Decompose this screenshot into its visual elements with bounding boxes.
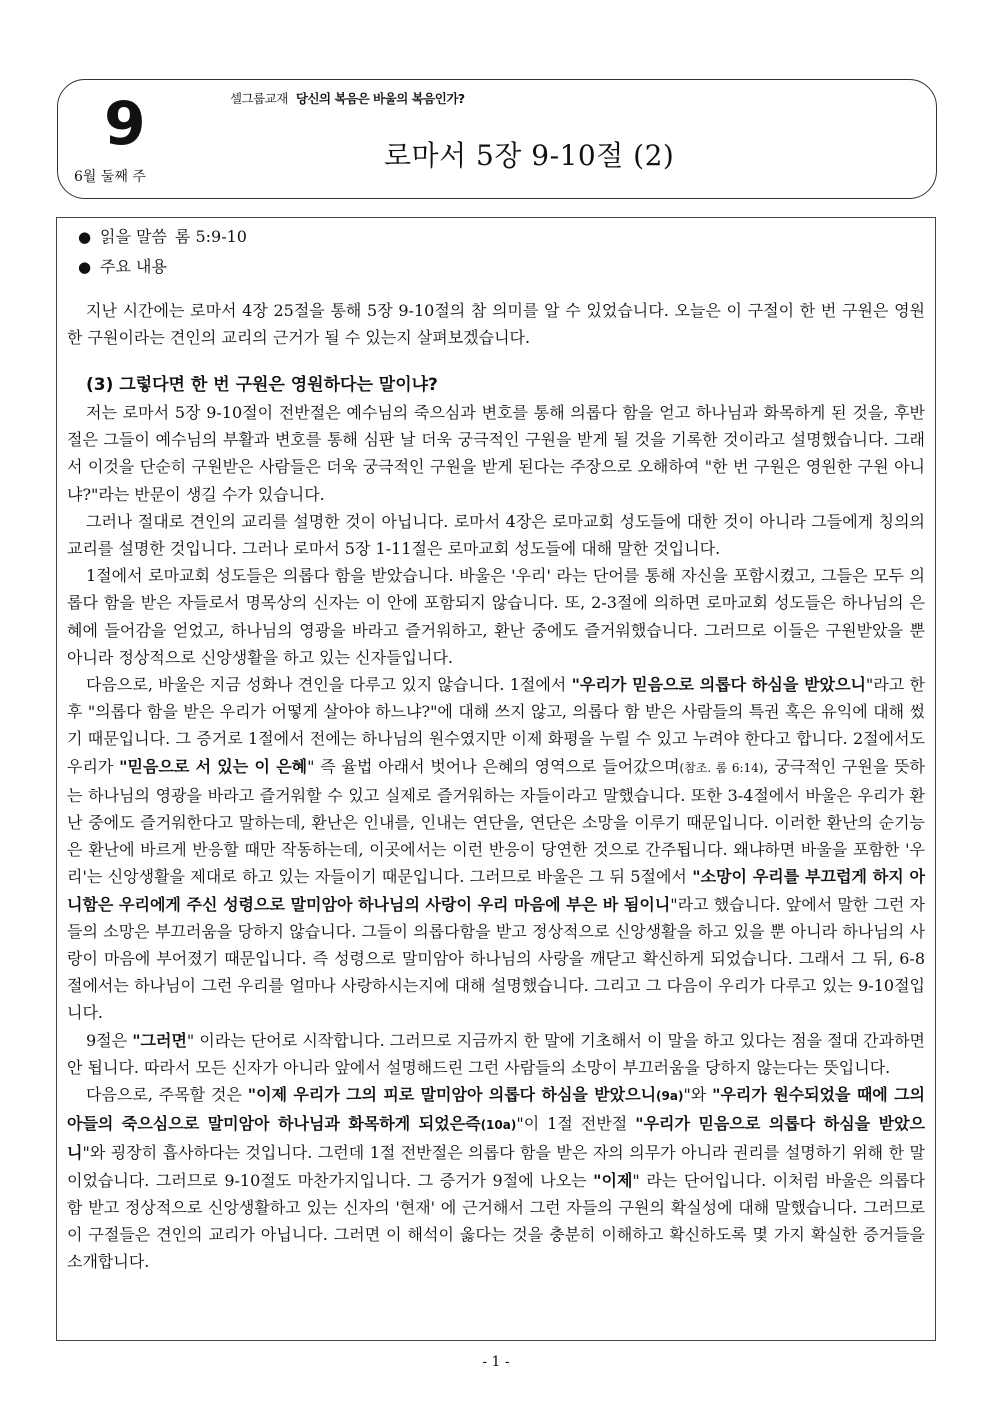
body-paragraph xyxy=(67,399,925,508)
reading-ref: 롬 5:9-10 xyxy=(174,227,247,246)
week-label: 6월 둘째 주 xyxy=(74,169,146,185)
emphasized-text: "우리가 원수되었을 때에 그의 아들의 죽으심으로 말미암아 하나님과 화목하게 되었은즉 xyxy=(67,1085,925,1134)
paragraph-text: 다음으로, 주목할 것은 xyxy=(86,1085,248,1105)
emphasized-text: "이제 우리가 그의 피로 말미암아 의롭다 하심을 받았으니 xyxy=(247,1085,657,1105)
paragraph-text: "라고 했습니다. 앞에서 말한 그런 자들의 소망은 부끄러움을 당하지 않습니다. 그들이 의롭다함을 받고 정상적으로 신앙생활을 하고 있을 뿐 아니라 하나님의 사랑이 마음에 부어졌기 때문입니다. 즉 성령으로 말미암아 하나님의 사랑을 깨닫고 확신하게 되었습니다. 그래서 그 뒤, 6-8절에서는 하나님이 그런 우리를 얼마나 사랑하시는지에 대해 설명했습니다. 그리고 그 다음이 우리가 다루고 있는 9-10절입니다. xyxy=(67,894,925,1023)
paragraph-text: " 즉 율법 아래서 벗어나 은혜의 영역으로 들어갔으며 xyxy=(307,756,680,776)
paragraph-text: 9절은 xyxy=(86,1030,133,1050)
emphasized-text: "우리가 믿음으로 의롭다 하심을 받았으니 xyxy=(571,675,866,695)
body-text xyxy=(67,399,925,1276)
paragraph-text: 그러나 절대로 견인의 교리를 설명한 것이 아닙니다. 로마서 4장은 로마교회 성도들에 대한 것이 아니라 그들에게 칭의의 교리를 설명한 것입니다. 그러나 로마서 5장 1-11절은 로마교회 성도들에 대해 말한 것입니다. xyxy=(67,511,925,559)
series-title: 당신의 복음은 바울의 복음인가? xyxy=(295,91,465,106)
body-paragraph xyxy=(67,1081,925,1275)
emphasized-text: "믿음으로 서 있는 이 은혜 xyxy=(119,756,308,776)
emphasized-text: "소망이 우리를 부끄럽게 하지 아니함은 우리에게 주신 성령으로 말미암아 하나님의 사랑이 우리 마음에 부은 바 됨이니 xyxy=(67,867,926,914)
bullet-icon: ● xyxy=(78,258,92,276)
main-content-item xyxy=(78,252,247,282)
paragraph-text: 다음으로, 바울은 지금 성화나 견인을 다루고 있지 않습니다. 1절에서 xyxy=(86,675,572,695)
series-line xyxy=(230,89,465,107)
paragraph-text: "와 굉장히 흡사하다는 것입니다. 그런데 1절 전반절은 의롭다 함을 받은 자의 의무가 아니라 권리를 설명하기 위해 한 말이었습니다. 그러므로 9-10절도 마찬가지입니다. 그 증거가 9절에 나오는 xyxy=(67,1143,925,1190)
page-number: - 1 - xyxy=(482,1354,510,1370)
page-title: 로마서 5장 9-10절 (2) xyxy=(384,139,675,172)
lesson-number: 9 xyxy=(104,89,146,159)
paragraph-text: "이 1절 전반절 xyxy=(516,1114,636,1134)
paragraph-text: "와 xyxy=(683,1085,713,1105)
main-content-label: 주요 내용 xyxy=(100,257,167,276)
paragraph-text: "라고 한 후 "의롭다 함을 받은 우리가 어떻게 살아야 하느냐?"에 대해 쓰지 않고, 의롭다 함 받은 사람들의 특권 혹은 유익에 대해 썼기 때문입니다. 그 증거로 1절에서 전에는 하나님의 원수였지만 이제 화평을 누릴 수 있고 누려야 한다고 합니다. 2절에서도 우리가 xyxy=(67,675,925,776)
emphasized-text: "우리가 믿음으로 의롭다 하심을 받았으니 xyxy=(67,1114,925,1163)
paragraph-text: 저는 로마서 5장 9-10절이 전반절은 예수님의 죽으심과 변호를 통해 의롭다 함을 얻고 하나님과 화목하게 된 것을, 후반절은 그들이 예수님의 부활과 변호를 통해 심판 날 더욱 궁극적인 구원을 받게 될 것을 기록한 것이라고 설명했습니다. 그래서 이것을 단순히 구원받은 사람들은 더욱 궁극적인 구원을 받게 된다는 주장으로 오해하여 "한 번 구원은 영원한 구원 아니냐?"라는 반문이 생길 수가 있습니다. xyxy=(67,403,925,504)
paragraph-text: " 이라는 단어로 시작합니다. 그러므로 지금까지 한 말에 기초해서 이 말을 하고 있다는 점을 절대 간과하면 안 됩니다. 따라서 모든 신자가 아니라 앞에서 설명해드린 그런 사람들의 소망이 부끄러움을 당하지 않는다는 뜻입니다. xyxy=(67,1030,925,1077)
body-paragraph xyxy=(67,508,925,562)
intro-paragraph: 지난 시간에는 로마서 4장 25절을 통해 5장 9-10절의 참 의미를 알 수 있었습니다. 오늘은 이 구절이 한 번 구원은 영원한 구원이라는 견인의 교리의 근거가 될 수 있는지 살펴보겠습니다. xyxy=(67,301,925,348)
emphasized-text: "이제 xyxy=(593,1170,633,1190)
reading-item xyxy=(78,222,247,252)
paragraph-text: " 라는 단어입니다. 이처럼 바울은 의롭다 함 받고 정상적으로 신앙생활하고 있는 신자의 '현재' 에 근거해서 그런 자들의 구원의 확실성에 대해 말했습니다. 그러므로 이 구절들은 견인의 교리가 아닙니다. 그러면 이 해석이 옳다는 것을 충분히 이해하고 확신하도록 몇 가지 확실한 증거들을 소개합니다. xyxy=(67,1170,925,1272)
body-paragraph xyxy=(67,671,925,1027)
series-label: 셀그룹교재 xyxy=(230,91,288,106)
intro-section xyxy=(67,297,925,351)
emphasized-text: "그러면 xyxy=(132,1030,187,1050)
paragraph-text: (참조. 롬 6:14) xyxy=(679,760,764,775)
section-heading: (3) 그렇다면 한 번 구원은 영원하다는 말이냐? xyxy=(86,375,438,395)
body-paragraph xyxy=(67,1027,925,1081)
paragraph-text: 1절에서 로마교회 성도들은 의롭다 함을 받았습니다. 바울은 '우리' 라는 단어를 통해 자신을 포함시켰고, 그들은 모두 의롭다 함을 받은 자들로서 명목상의 신자는 이 안에 포함되지 않습니다. 또, 2-3절에 의하면 로마교회 성도들은 하나님의 은혜에 들어감을 얻었고, 하나님의 영광을 바라고 즐거워하고, 환난 중에도 즐거워했습니다. 그러므로 이들은 구원받았을 뿐 아니라 정상적으로 신앙생활을 하고 있는 신자들입니다. xyxy=(67,566,925,667)
reading-label: 읽을 말씀 xyxy=(100,227,167,246)
summary-list xyxy=(78,222,247,282)
emphasized-text: (10a) xyxy=(480,1118,517,1133)
paragraph-text: , 궁극적인 구원을 뜻하는 하나님의 영광을 바라고 즐거워할 수 있고 실제로 즐거워하는 자들이라고 말했습니다. 또한 3-4절에서 바울은 우리가 환난 중에도 즐거워한다고 말하는데, 환난은 인내를, 인내는 연단을, 연단은 소망을 이루기 때문입니다. 이러한 환난의 순기능은 환난에 바르게 반응할 때만 작동하는데, 이곳에서는 이런 반응이 당연한 것으로 간주됩니다. 왜냐하면 바울을 포함한 '우리'는 신앙생활을 제대로 하고 있는 자들이기 때문입니다. 그러므로 바울은 그 뒤 5절에서 xyxy=(67,756,925,887)
bullet-icon: ● xyxy=(78,228,92,246)
body-paragraph xyxy=(67,562,925,671)
emphasized-text: (9a) xyxy=(656,1089,684,1104)
